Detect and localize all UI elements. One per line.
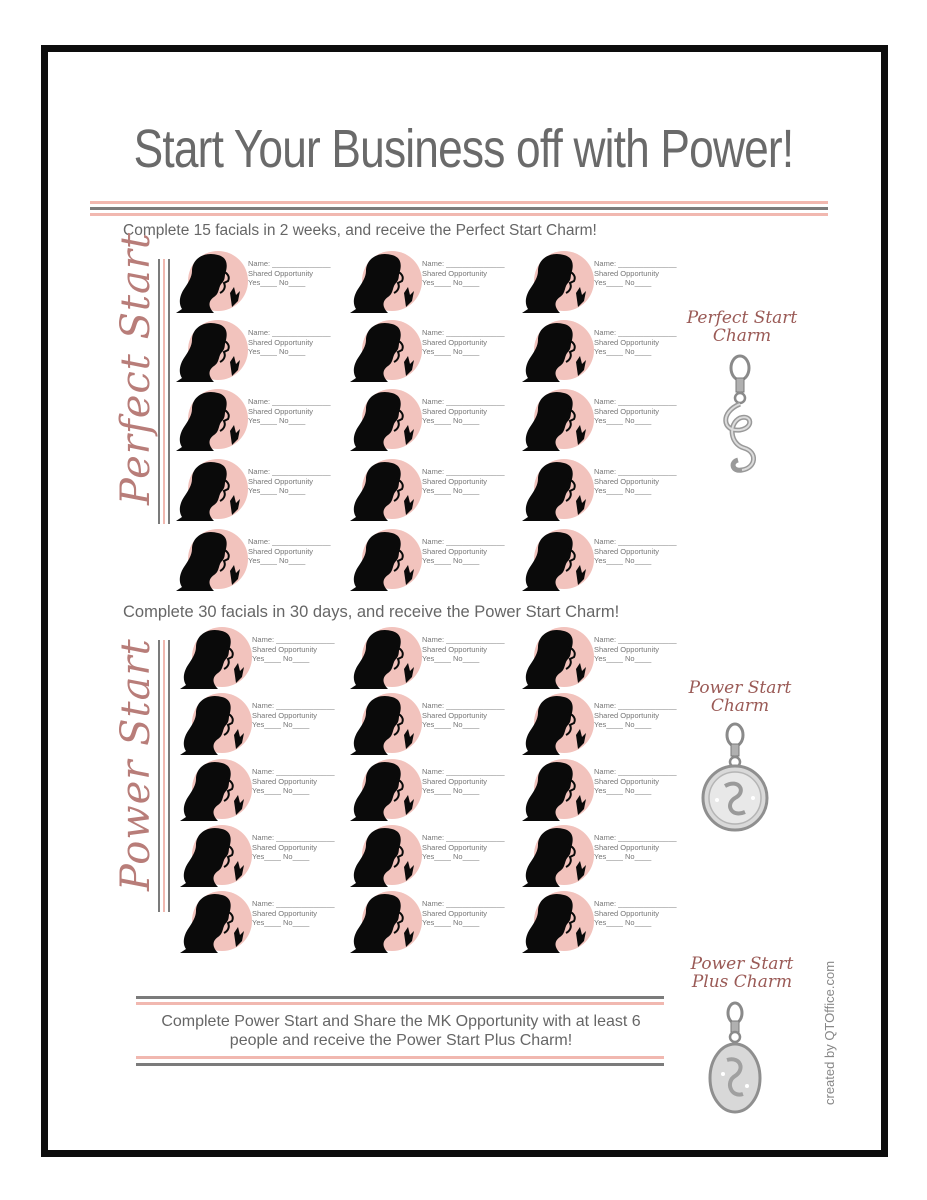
woman-silhouette-icon: [520, 889, 596, 955]
slot-yes-no-label: Yes____ No____: [248, 486, 306, 495]
slot-name-label: Name: ______________: [594, 833, 677, 842]
slot-shared-label: Shared Opportunity: [422, 644, 488, 654]
woman-silhouette-icon: [348, 625, 424, 691]
slot-name-label: Name: ______________: [252, 635, 335, 644]
slot-shared-label: Shared Opportunity: [594, 776, 660, 786]
slot-shared-label: Shared Opportunity: [594, 842, 660, 852]
slot-yes-no-label: Yes____ No____: [248, 347, 306, 356]
slot-shared-label: Shared Opportunity: [422, 546, 488, 556]
slot-name-label: Name: ______________: [248, 467, 331, 476]
slot-name-label: Name: ______________: [594, 701, 677, 710]
woman-silhouette-icon: [348, 691, 424, 757]
power-start-charm-image: [695, 720, 775, 835]
slot-yes-no-label: Yes____ No____: [248, 556, 306, 565]
perfect-start-facial-slot: [174, 318, 329, 382]
woman-silhouette-icon: [174, 457, 250, 523]
power-start-facial-slot: [520, 625, 675, 689]
power-start-charm-title-line1: Power Start: [688, 678, 792, 698]
perfect-start-facial-slot: [348, 527, 503, 591]
slot-name-label: Name: ______________: [422, 537, 505, 546]
slot-yes-no-label: Yes____ No____: [252, 852, 310, 861]
slot-yes-no-label: Yes____ No____: [252, 720, 310, 729]
woman-silhouette-icon: [348, 249, 424, 315]
power-start-facial-slot: [520, 823, 675, 887]
woman-silhouette-icon: [348, 318, 424, 384]
woman-silhouette-icon: [520, 625, 596, 691]
woman-silhouette-icon: [348, 457, 424, 523]
slot-yes-no-label: Yes____ No____: [594, 416, 652, 425]
woman-silhouette-icon: [178, 823, 254, 889]
slot-name-label: Name: ______________: [422, 467, 505, 476]
power-start-side-label: Power Start: [113, 638, 159, 891]
slot-name-label: Name: ______________: [422, 767, 505, 776]
slot-yes-no-label: Yes____ No____: [594, 278, 652, 287]
woman-silhouette-icon: [520, 691, 596, 757]
woman-silhouette-icon: [174, 527, 250, 593]
plus-rule-top-gray: [136, 996, 664, 999]
slot-name-label: Name: ______________: [422, 899, 505, 908]
power-start-facial-slot: [348, 625, 503, 689]
slot-name-label: Name: ______________: [594, 767, 677, 776]
slot-shared-label: Shared Opportunity: [594, 710, 660, 720]
slot-shared-label: Shared Opportunity: [252, 710, 318, 720]
slot-yes-no-label: Yes____ No____: [594, 347, 652, 356]
woman-silhouette-icon: [178, 625, 254, 691]
slot-name-label: Name: ______________: [248, 259, 331, 268]
woman-silhouette-icon: [520, 823, 596, 889]
title-rule-gray: [90, 207, 828, 210]
woman-silhouette-icon: [348, 387, 424, 453]
perfect-start-facial-slot: [348, 387, 503, 451]
power-start-plus-charm-title: [672, 955, 812, 991]
slot-name-label: Name: ______________: [594, 899, 677, 908]
slot-yes-no-label: Yes____ No____: [422, 852, 480, 861]
perfect-start-facial-slot: [348, 249, 503, 313]
woman-silhouette-icon: [520, 757, 596, 823]
slot-yes-no-label: Yes____ No____: [422, 556, 480, 565]
power-start-plus-instruction-line2: people and receive the Power Start Plus Charm!: [229, 1032, 573, 1049]
slot-yes-no-label: Yes____ No____: [594, 786, 652, 795]
power-start-facial-slot: [348, 691, 503, 755]
slot-name-label: Name: ______________: [422, 701, 505, 710]
power-start-plus-instruction-line1: Complete Power Start and Share the MK Opportunity with at least 6: [161, 1013, 641, 1030]
woman-silhouette-icon: [520, 249, 596, 315]
slot-yes-no-label: Yes____ No____: [422, 486, 480, 495]
plus-rule-bottom-pink: [136, 1056, 664, 1059]
slot-shared-label: Shared Opportunity: [422, 842, 488, 852]
slot-name-label: Name: ______________: [248, 537, 331, 546]
slot-yes-no-label: Yes____ No____: [422, 918, 480, 927]
woman-silhouette-icon: [520, 318, 596, 384]
power-start-plus-instruction: [136, 1012, 666, 1050]
slot-yes-no-label: Yes____ No____: [252, 654, 310, 663]
slot-yes-no-label: Yes____ No____: [422, 416, 480, 425]
slot-name-label: Name: ______________: [594, 259, 677, 268]
perfect-start-facial-slot: [520, 387, 675, 451]
perfect-start-vline-pink: [163, 259, 165, 524]
slot-shared-label: Shared Opportunity: [248, 337, 314, 347]
plus-rule-bottom-gray: [136, 1063, 664, 1066]
slot-shared-label: Shared Opportunity: [594, 476, 660, 486]
slot-name-label: Name: ______________: [594, 397, 677, 406]
perfect-start-facial-slot: [520, 527, 675, 591]
slot-shared-label: Shared Opportunity: [252, 842, 318, 852]
slot-shared-label: Shared Opportunity: [594, 644, 660, 654]
power-start-facial-slot: [178, 823, 333, 887]
perfect-start-facial-slot: [174, 527, 329, 591]
slot-name-label: Name: ______________: [252, 833, 335, 842]
slot-yes-no-label: Yes____ No____: [594, 852, 652, 861]
power-start-facial-slot: [520, 757, 675, 821]
slot-name-label: Name: ______________: [594, 328, 677, 337]
perfect-start-side-label: Perfect Start: [113, 231, 159, 505]
power-start-facial-slot: [178, 757, 333, 821]
slot-yes-no-label: Yes____ No____: [252, 918, 310, 927]
perfect-start-facial-slot: [520, 249, 675, 313]
slot-name-label: Name: ______________: [252, 701, 335, 710]
power-start-facial-slot: [348, 757, 503, 821]
power-start-facial-slot: [348, 889, 503, 953]
power-start-instruction: Complete 30 facials in 30 days, and receive the Power Start Charm!: [123, 603, 620, 621]
perfect-start-facial-slot: [174, 387, 329, 451]
perfect-start-instruction: Complete 15 facials in 2 weeks, and receive the Perfect Start Charm!: [123, 222, 597, 239]
slot-yes-no-label: Yes____ No____: [594, 556, 652, 565]
slot-shared-label: Shared Opportunity: [594, 546, 660, 556]
slot-name-label: Name: ______________: [422, 833, 505, 842]
slot-name-label: Name: ______________: [248, 397, 331, 406]
slot-name-label: Name: ______________: [252, 767, 335, 776]
woman-silhouette-icon: [178, 889, 254, 955]
slot-yes-no-label: Yes____ No____: [422, 654, 480, 663]
woman-silhouette-icon: [178, 691, 254, 757]
title-rule-pink-2: [90, 213, 828, 216]
power-start-facial-slot: [348, 823, 503, 887]
woman-silhouette-icon: [348, 757, 424, 823]
power-start-facial-slot: [520, 889, 675, 953]
slot-shared-label: Shared Opportunity: [422, 710, 488, 720]
woman-silhouette-icon: [348, 889, 424, 955]
slot-shared-label: Shared Opportunity: [252, 644, 318, 654]
slot-name-label: Name: ______________: [248, 328, 331, 337]
power-start-facial-slot: [178, 625, 333, 689]
power-start-facial-slot: [520, 691, 675, 755]
slot-shared-label: Shared Opportunity: [252, 908, 318, 918]
slot-yes-no-label: Yes____ No____: [594, 720, 652, 729]
slot-shared-label: Shared Opportunity: [594, 908, 660, 918]
slot-shared-label: Shared Opportunity: [594, 337, 660, 347]
slot-name-label: Name: ______________: [422, 328, 505, 337]
slot-yes-no-label: Yes____ No____: [422, 720, 480, 729]
power-start-facial-slot: [178, 889, 333, 953]
slot-shared-label: Shared Opportunity: [422, 908, 488, 918]
power-start-charm-title: [670, 679, 810, 715]
power-start-charm-title-line2: Charm: [710, 696, 770, 716]
slot-name-label: Name: ______________: [594, 635, 677, 644]
slot-shared-label: Shared Opportunity: [248, 406, 314, 416]
woman-silhouette-icon: [348, 823, 424, 889]
slot-shared-label: Shared Opportunity: [248, 268, 314, 278]
perfect-start-charm-image: [710, 352, 770, 487]
slot-name-label: Name: ______________: [252, 899, 335, 908]
page-title: Start Your Business off with Power!: [133, 119, 794, 179]
slot-name-label: Name: ______________: [422, 635, 505, 644]
slot-yes-no-label: Yes____ No____: [248, 278, 306, 287]
woman-silhouette-icon: [520, 527, 596, 593]
title-rule-pink: [90, 201, 828, 204]
perfect-start-charm-title-line2: Charm: [712, 326, 772, 346]
perfect-start-facial-slot: [520, 457, 675, 521]
slot-shared-label: Shared Opportunity: [422, 406, 488, 416]
slot-shared-label: Shared Opportunity: [422, 776, 488, 786]
perfect-start-vline-gray-2: [168, 259, 170, 524]
perfect-start-charm-title-line1: Perfect Start: [686, 308, 798, 328]
woman-silhouette-icon: [348, 527, 424, 593]
plus-rule-top-pink: [136, 1002, 664, 1005]
slot-yes-no-label: Yes____ No____: [248, 416, 306, 425]
slot-yes-no-label: Yes____ No____: [594, 918, 652, 927]
slot-yes-no-label: Yes____ No____: [422, 278, 480, 287]
woman-silhouette-icon: [178, 757, 254, 823]
slot-name-label: Name: ______________: [594, 467, 677, 476]
slot-shared-label: Shared Opportunity: [252, 776, 318, 786]
slot-shared-label: Shared Opportunity: [422, 337, 488, 347]
slot-name-label: Name: ______________: [422, 259, 505, 268]
perfect-start-facial-slot: [348, 318, 503, 382]
woman-silhouette-icon: [520, 387, 596, 453]
slot-shared-label: Shared Opportunity: [594, 268, 660, 278]
slot-yes-no-label: Yes____ No____: [422, 786, 480, 795]
woman-silhouette-icon: [174, 318, 250, 384]
slot-yes-no-label: Yes____ No____: [594, 654, 652, 663]
perfect-start-facial-slot: [174, 457, 329, 521]
slot-shared-label: Shared Opportunity: [248, 546, 314, 556]
power-start-plus-charm-title-line1: Power Start: [690, 954, 794, 974]
perfect-start-facial-slot: [520, 318, 675, 382]
perfect-start-facial-slot: [348, 457, 503, 521]
woman-silhouette-icon: [520, 457, 596, 523]
power-start-plus-charm-image: [705, 1000, 765, 1118]
slot-name-label: Name: ______________: [594, 537, 677, 546]
perfect-start-charm-title: [672, 309, 812, 345]
slot-shared-label: Shared Opportunity: [594, 406, 660, 416]
power-start-facial-slot: [178, 691, 333, 755]
slot-yes-no-label: Yes____ No____: [422, 347, 480, 356]
woman-silhouette-icon: [174, 249, 250, 315]
perfect-start-facial-slot: [174, 249, 329, 313]
slot-name-label: Name: ______________: [422, 397, 505, 406]
woman-silhouette-icon: [174, 387, 250, 453]
power-start-plus-charm-title-line2: Plus Charm: [691, 972, 793, 992]
slot-shared-label: Shared Opportunity: [422, 476, 488, 486]
slot-yes-no-label: Yes____ No____: [252, 786, 310, 795]
power-start-vline-gray-2: [168, 640, 170, 912]
slot-yes-no-label: Yes____ No____: [594, 486, 652, 495]
slot-shared-label: Shared Opportunity: [248, 476, 314, 486]
slot-shared-label: Shared Opportunity: [422, 268, 488, 278]
credit-text: created by QTOffice.com: [822, 960, 837, 1105]
power-start-vline-pink: [163, 640, 165, 912]
